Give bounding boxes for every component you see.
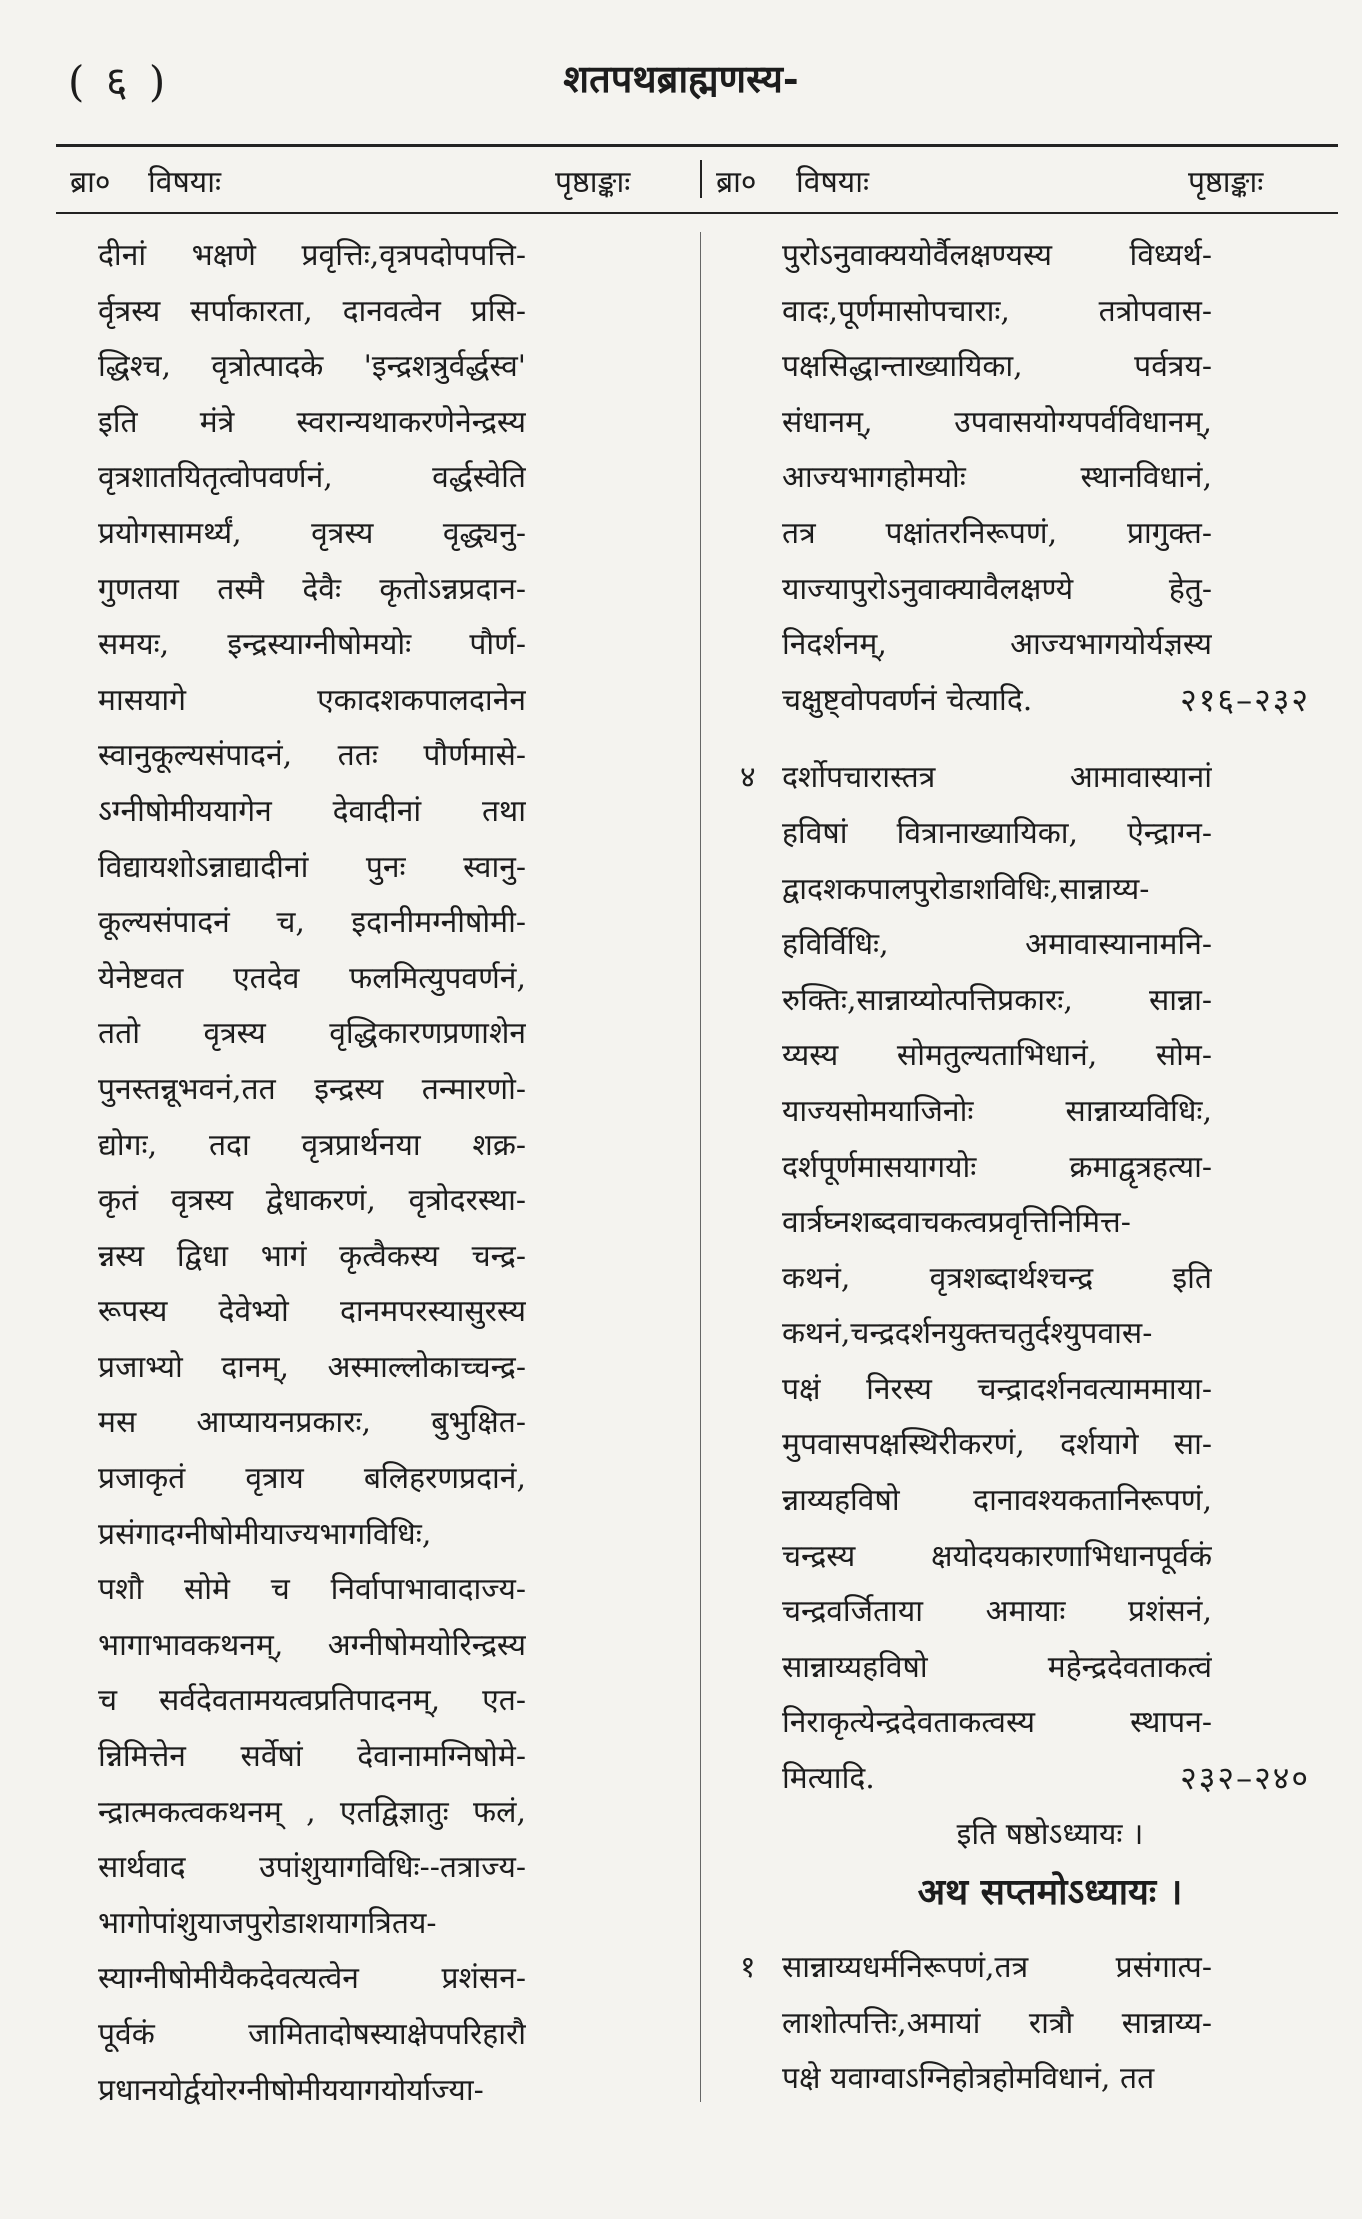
text-line: चन्द्रवर्जिताया अमायाः प्रशंसनं, bbox=[782, 1594, 1212, 1630]
text-line: पुरोऽनुवाक्ययोर्वैलक्षण्यस्य विध्यर्थ- bbox=[782, 238, 1212, 273]
text-line: प्रजाकृतं वृत्राय बलिहरणप्रदानं, bbox=[98, 1461, 526, 1497]
text-line: तत्र पक्षांतरनिरूपणं, प्रागुक्त- bbox=[782, 515, 1212, 551]
text-line: रुक्तिः,सान्नाय्योत्पत्तिप्रकारः, सान्ना- bbox=[782, 982, 1212, 1018]
text-line: न्निमित्तेन सर्वेषां देवानामग्निषोमे- bbox=[98, 1739, 526, 1775]
left-col-ba-header: ब्रा० bbox=[70, 165, 111, 200]
text-line: याज्यसोमयाजिनोः सान्नाय्यविधिः, bbox=[782, 1093, 1212, 1129]
text-line: द्योगः, तदा वृत्रप्रार्थनया शक्र- bbox=[98, 1127, 526, 1163]
text-line: हविर्विधिः, अमावास्यानामनि- bbox=[782, 927, 1212, 963]
page-range: २१६–२३२ bbox=[1180, 680, 1310, 719]
text-line: प्रजाभ्यो दानम्, अस्माल्लोकाच्चन्द्र- bbox=[98, 1349, 526, 1385]
text-line: मुपवासपक्षस्थिरीकरणं, दर्शयागे सा- bbox=[782, 1427, 1212, 1463]
text-line: याज्यापुरोऽनुवाक्यावैलक्षण्ये हेतु- bbox=[782, 571, 1212, 607]
text-line: वार्त्रघ्नशब्दवाचकत्वप्रवृत्तिनिमित्त- bbox=[782, 1205, 1131, 1241]
left-column bbox=[98, 228, 526, 2118]
text-line: मस आप्यायनप्रकारः, बुभुक्षित- bbox=[98, 1405, 526, 1441]
text-line: कूल्यसंपादनं च, इदानीमग्नीषोमी- bbox=[98, 905, 526, 941]
text-line: प्रधानयोर्द्वयोरग्नीषोमीययागयोर्याज्या- bbox=[98, 2072, 484, 2108]
left-col-pages-header: पृष्ठाङ्काः bbox=[555, 165, 631, 200]
brahmana-number: ४ bbox=[740, 760, 756, 796]
text-line: विद्यायशोऽन्नाद्यादीनां पुनः स्वानु- bbox=[98, 849, 526, 885]
text-line: मासयागे एकादशकपालदानेन bbox=[98, 682, 526, 718]
right-col-vishaya-header: विषयाः bbox=[796, 165, 870, 200]
right-col-pages-header: पृष्ठाङ्काः bbox=[1188, 165, 1264, 200]
text-line: च सर्वदेवतामयत्वप्रतिपादनम्, एत- bbox=[98, 1683, 526, 1719]
text-line: समयः, इन्द्रस्याग्नीषोमयोः पौर्ण- bbox=[98, 627, 526, 663]
text-line: प्रयोगसामर्थ्यं, वृत्रस्य वृद्ध्यनु- bbox=[98, 515, 526, 551]
content-entry bbox=[740, 228, 1320, 728]
text-line: निराकृत्येन्द्रदेवताकत्वस्य स्थापन- bbox=[782, 1705, 1212, 1741]
running-title: शतपथब्राह्मणस्य- bbox=[563, 56, 799, 101]
text-line: य्यस्य सोमतुल्यताभिधानं, सोम- bbox=[782, 1038, 1212, 1074]
text-line: वृत्रशातयितृत्वोपवर्णनं, वर्द्धस्वेति bbox=[98, 460, 526, 496]
text-line: संधानम्, उपवासयोग्यपर्वविधानम्, bbox=[782, 404, 1212, 440]
text-line: स्वानुकूल्यसंपादनं, ततः पौर्णमासे- bbox=[98, 738, 526, 774]
text-line: गुणतया तस्मै देवैः कृतोऽन्नप्रदान- bbox=[98, 571, 526, 607]
text-line: र्वृत्रस्य सर्पाकारता, दानवत्वेन प्रसि- bbox=[98, 293, 526, 329]
text-line: द्वादशकपालपुरोडाशविधिः,सान्नाय्य- bbox=[782, 871, 1150, 907]
text-line: वादः,पूर्णमासोपचाराः, तत्रोपवास- bbox=[782, 293, 1212, 329]
text-line: हविषां वित्रानाख्यायिका, ऐन्द्राग्न- bbox=[782, 815, 1212, 851]
page-range: २३२–२४० bbox=[1180, 1759, 1310, 1798]
text-line: न्नस्य द्विधा भागं कृत्वैकस्य चन्द्र- bbox=[98, 1238, 526, 1274]
text-line: मित्यादि. bbox=[782, 1761, 875, 1797]
text-line: पक्षं निरस्य चन्द्रादर्शनवत्याममाया- bbox=[782, 1371, 1212, 1407]
text-line: न्द्रात्मकत्वकथनम् , एतद्विज्ञातुः फलं, bbox=[98, 1794, 526, 1830]
text-line: पशौ सोमे च निर्वापाभावादाज्य- bbox=[98, 1572, 526, 1608]
right-col-ba-header: ब्रा० bbox=[716, 165, 757, 200]
text-line: दीनां भक्षणे प्रवृत्तिः,वृत्रपदोपपत्ति- bbox=[98, 238, 526, 273]
text-line: दर्शपूर्णमासयागयोः क्रमाद्वृत्रहत्या- bbox=[782, 1149, 1212, 1185]
text-line: पक्षसिद्धान्ताख्यायिका, पर्वत्रय- bbox=[782, 349, 1212, 385]
text-line: न्नाय्यहविषो दानावश्यकतानिरूपणं, bbox=[782, 1483, 1212, 1519]
column-header-divider bbox=[700, 160, 702, 198]
text-line: इति मंत्रे स्वरान्यथाकरणेनेन्द्रस्य bbox=[98, 404, 526, 440]
text-line: पुनस्तन्नूभवनं,तत इन्द्रस्य तन्मारणो- bbox=[98, 1071, 526, 1107]
brahmana-number: १ bbox=[740, 1950, 756, 1986]
text-line: स्याग्नीषोमीयैकदेवत्यत्वेन प्रशंसन- bbox=[98, 1961, 526, 1997]
content-entry bbox=[740, 750, 1320, 1806]
page-number: ( ६ ) bbox=[68, 57, 170, 106]
text-line: लाशोत्पत्तिः,अमायां रात्रौ सान्नाय्य- bbox=[782, 2005, 1212, 2041]
text-line: आज्यभागहोमयोः स्थानविधानं, bbox=[782, 460, 1212, 496]
text-line: सार्थवाद उपांशुयागविधिः--तत्राज्य- bbox=[98, 1850, 526, 1886]
text-line: कथनं, वृत्रशब्दार्थश्चन्द्र इति bbox=[782, 1260, 1212, 1296]
text-line: प्रसंगादग्नीषोमीयाज्यभागविधिः, bbox=[98, 1516, 432, 1552]
text-line: पक्षे यवाग्वाऽग्निहोत्रहोमविधानं, तत bbox=[782, 2061, 1155, 2097]
text-line: ततो वृत्रस्य वृद्धिकारणप्रणाशेन bbox=[98, 1016, 526, 1052]
text-line: निदर्शनम्, आज्यभागयोर्यज्ञस्य bbox=[782, 627, 1212, 663]
header-rule bbox=[56, 144, 1338, 147]
text-line: दर्शोपचारास्तत्र आमावास्यानां bbox=[782, 760, 1212, 796]
text-line: कृतं वृत्रस्य द्वेधाकरणं, वृत्रोदरस्था- bbox=[98, 1183, 526, 1219]
text-line: पूर्वकं जामितादोषस्याक्षेपपरिहारौ bbox=[98, 2017, 526, 2052]
content-entry bbox=[740, 1940, 1320, 2107]
text-line: भागाभावकथनम्, अग्नीषोमयोरिन्द्रस्य bbox=[98, 1627, 526, 1663]
chapter-heading: अथ सप्तमोऽध्यायः । bbox=[917, 1871, 1183, 1914]
text-line: चन्द्रस्य क्षयोदयकारणाभिधानपूर्वकं bbox=[782, 1538, 1212, 1574]
text-line: रूपस्य देवेभ्यो दानमपरस्यासुरस्य bbox=[98, 1294, 526, 1330]
right-column bbox=[740, 228, 1320, 2107]
text-line: कथनं,चन्द्रदर्शनयुक्तचतुर्दश्युपवास- bbox=[782, 1316, 1153, 1352]
chapter-end: इति षष्ठोऽध्यायः । bbox=[956, 1816, 1144, 1852]
left-col-vishaya-header: विषयाः bbox=[148, 165, 222, 200]
text-line: द्धिश्च, वृत्रोत्पादके 'इन्द्रशत्रुर्वर्द्धस्व' bbox=[98, 349, 526, 385]
text-line: येनेष्टवत एतदेव फलमित्युपवर्णनं, bbox=[98, 960, 526, 996]
page-header bbox=[0, 52, 1362, 112]
text-line: सान्नाय्यधर्मनिरूपणं,तत्र प्रसंगात्प- bbox=[782, 1950, 1212, 1986]
column-header-rule bbox=[56, 212, 1338, 214]
text-line: ऽग्नीषोमीययागेन देवादीनां तथा bbox=[98, 793, 526, 829]
text-line: भागोपांशुयाजपुरोडाशयागत्रितय- bbox=[98, 1905, 437, 1941]
text-line: सान्नाय्यहविषो महेन्द्रदेवताकत्वं bbox=[782, 1649, 1212, 1685]
column-divider bbox=[700, 232, 701, 2102]
text-line: चक्षुष्ट्वोपवर्णनं चेत्यादि. bbox=[782, 682, 1033, 718]
